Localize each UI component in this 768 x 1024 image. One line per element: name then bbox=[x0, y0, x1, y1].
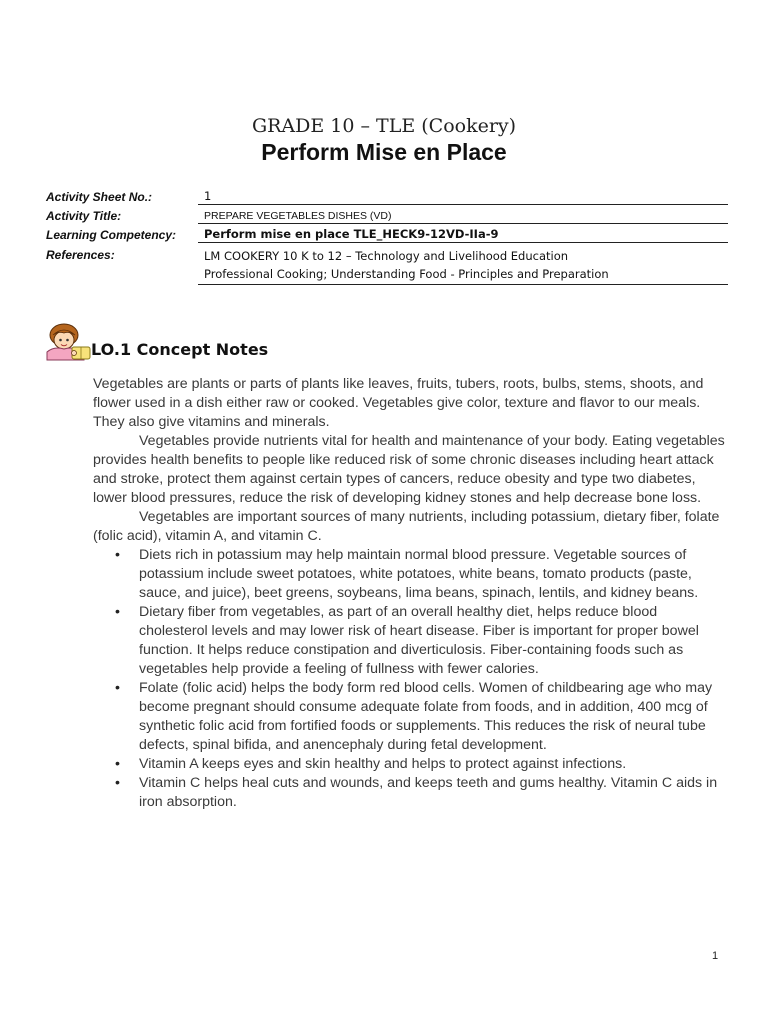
competency-label: Learning Competency: bbox=[46, 228, 177, 242]
meta-row-activity-title bbox=[46, 205, 728, 224]
concept-notes-body bbox=[93, 375, 725, 812]
list-item bbox=[93, 546, 725, 603]
list-item bbox=[93, 603, 725, 679]
references-value bbox=[198, 247, 728, 285]
student-reading-icon bbox=[44, 322, 94, 362]
paragraph: Vegetables are important sources of many nutrients, including potassium, dietary fiber, folate (folic acid), vitamin A, and vitamin C. bbox=[93, 509, 720, 544]
meta-row-references bbox=[46, 247, 728, 285]
meta-row-competency bbox=[46, 224, 728, 243]
list-item bbox=[93, 679, 725, 755]
activity-sheet-value: 1 bbox=[198, 189, 728, 205]
activity-meta-table bbox=[46, 185, 728, 285]
bullet-icon: • bbox=[115, 756, 120, 772]
section-title: LO.1 Concept Notes bbox=[91, 340, 269, 359]
competency-value: Perform mise en place TLE_HECK9-12VD-IIa-9 bbox=[198, 227, 728, 243]
activity-title-value: PREPARE VEGETABLES DISHES (VD) bbox=[198, 210, 728, 224]
list-item-text: Vitamin C helps heal cuts and wounds, and keeps teeth and gums healthy. Vitamin C aids in iron absorption. bbox=[139, 775, 718, 810]
list-item-text: Diets rich in potassium may help maintain normal blood pressure. Vegetable sources of potassium include sweet potatoes, white potatoes, white beans, tomato products (paste, sauce, and juice), beet greens, soybeans, lima beans, spinach, lentils, and kidney beans. bbox=[139, 547, 699, 601]
bullet-icon: • bbox=[115, 680, 120, 696]
list-item bbox=[93, 755, 725, 774]
meta-row-activity-sheet bbox=[46, 185, 728, 205]
reference-item: LM COOKERY 10 K to 12 – Technology and Livelihood Education bbox=[204, 249, 569, 263]
nutrient-list bbox=[93, 546, 725, 812]
bullet-icon: • bbox=[115, 547, 120, 563]
page-number: 1 bbox=[712, 950, 719, 962]
bullet-icon: • bbox=[115, 775, 120, 791]
activity-title-label: Activity Title: bbox=[46, 209, 122, 223]
paragraph: Vegetables provide nutrients vital for health and maintenance of your body. Eating vegetables provides health benefits to people like reduced risk of some chronic diseases including heart attack and stroke, protect them against certain types of cancers, reduce obesity and type two diabetes, lower blood pressures, reduce the risk of developing kidney stones and help decrease bone loss. bbox=[93, 433, 725, 506]
grade-title: GRADE 10 – TLE (Cookery) bbox=[251, 115, 517, 137]
list-item-text: Folate (folic acid) helps the body form red blood cells. Women of childbearing age who may become pregnant should consume adequate folate from foods, and in addition, 400 mcg of synthetic folic acid from fortified foods or supplements. This reduces the risk of neural tube defects, spinal bifida, and anencephaly during fetal development. bbox=[139, 680, 713, 753]
paragraph: Vegetables are plants or parts of plants like leaves, fruits, tubers, roots, bulbs, stems, shoots, and flower used in a dish either raw or cooked. Vegetables give color, texture and flavor to our meals. They also give vitamins and minerals. bbox=[93, 376, 704, 430]
reference-item: Professional Cooking; Understanding Food - Principles and Preparation bbox=[204, 267, 609, 281]
list-item-text: Dietary fiber from vegetables, as part of an overall healthy diet, helps reduce blood cholesterol levels and may lower risk of heart disease. Fiber is important for proper bowel function. It helps reduce constipation and diverticulosis. Fiber-containing foods such as vegetables help provide a feeling of fullness with fewer calories. bbox=[139, 604, 699, 677]
bullet-icon: • bbox=[115, 604, 120, 620]
list-item-text: Vitamin A keeps eyes and skin healthy and helps to protect against infections. bbox=[139, 756, 627, 772]
references-label: References: bbox=[46, 248, 115, 262]
topic-title: Perform Mise en Place bbox=[261, 139, 507, 165]
list-item bbox=[93, 774, 725, 812]
activity-sheet-label: Activity Sheet No.: bbox=[46, 190, 153, 204]
